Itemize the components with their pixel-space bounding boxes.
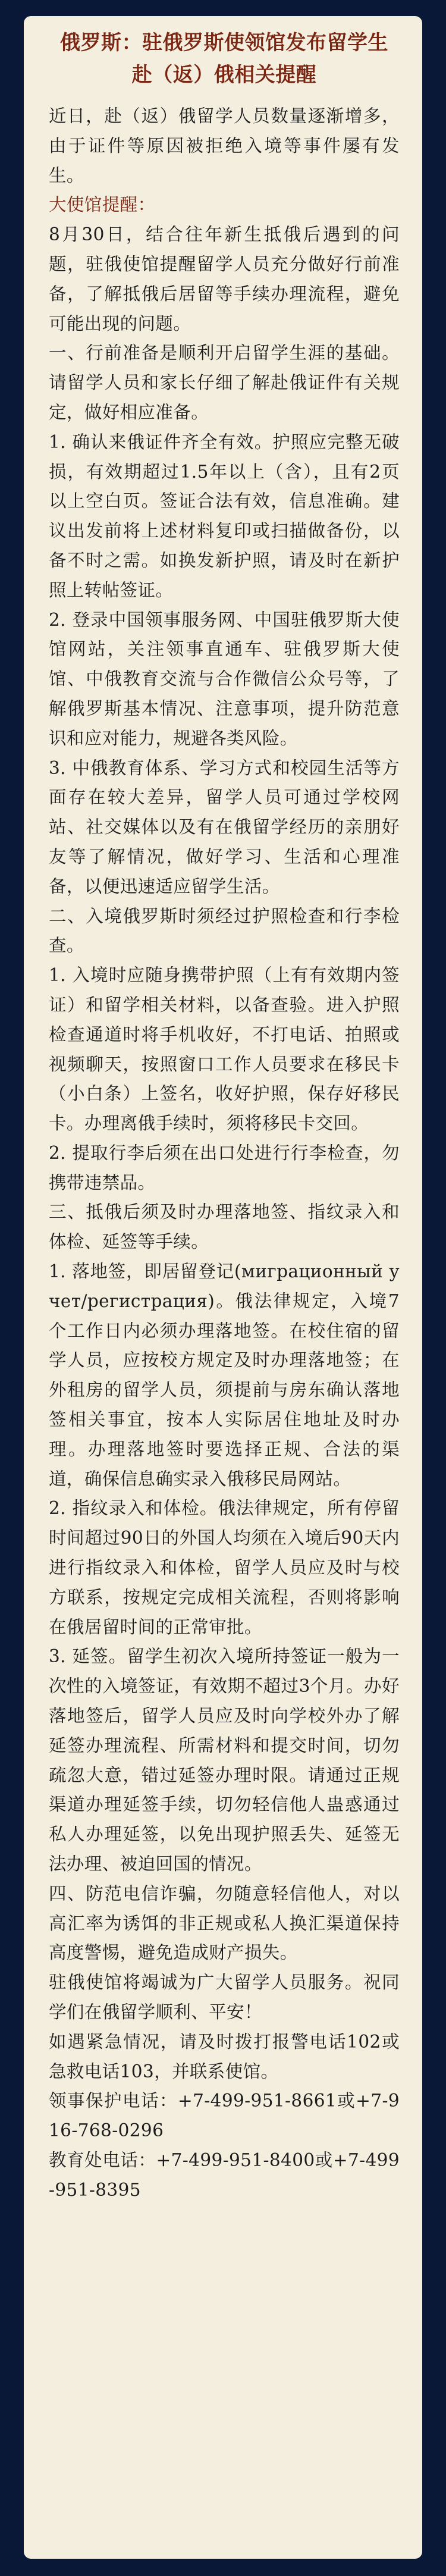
body-paragraph: 1. 入境时应随身携带护照（上有有效期内签证）和留学相关材料，以备查验。进入护照检查通道时将手机收好，不打电话、拍照或视频聊天，按照窗口工作人员要求在移民卡（小白条）上签名，收好护照，保存好移民卡。办理离俄手续时，须将移民卡交回。: [49, 965, 400, 1134]
article-title-line-2: 赴（返）俄相关提醒: [131, 63, 317, 87]
body-paragraph: 3. 延签。留学生初次入境所持签证一般为一次性的入境签证，有效期不超过3个月。办好落地签后，留学人员应及时向学校外办了解延签办理流程、所需材料和提交时间，切勿疏忽大意，错过延签办理时限。请通过正规渠道办理延签手续，切勿轻信他人蛊惑通过私人办理延签，以免出现护照丢失、延签无法办理、被迫回国的情况。: [49, 1646, 400, 1875]
body-paragraph: 如遇紧急情况，请及时拨打报警电话102或急救电话103，并联系使馆。: [49, 2031, 400, 2082]
article-body: [49, 102, 400, 2205]
body-paragraph: 近日，赴（返）俄留学人员数量逐渐增多，由于证件等原因被拒绝入境等事件屡有发生。: [49, 106, 400, 186]
body-paragraph: 1. 确认来俄证件齐全有效。护照应完整无破损，有效期超过1.5年以上（含），且有2页以上空白页。签证合法有效，信息准确。建议出发前将上述材料复印或扫描做备份，以备不时之需。如换发新护照，请及时在新护照上转帖签证。: [49, 431, 400, 600]
body-paragraph: 8月30日，结合往年新生抵俄后遇到的问题，驻俄使馆提醒留学人员充分做好行前准备，了解抵俄后居留等手续办理流程，避免可能出现的问题。: [49, 224, 400, 334]
body-paragraph: 3. 中俄教育体系、学习方式和校园生活等方面存在较大差异，留学人员可通过学校网站、社交媒体以及有在俄留学经历的亲朋好友等了解情况，做好学习、生活和心理准备，以便迅速适应留学生活。: [49, 757, 400, 897]
body-paragraph: 2. 登录中国领事服务网、中国驻俄罗斯大使馆网站，关注领事直通车、驻俄罗斯大使馆、中俄教育交流与合作微信公众号等，了解俄罗斯基本情况、注意事项，提升防范意识和应对能力，规避各类风险。: [49, 609, 400, 748]
article-title: [49, 27, 400, 91]
body-paragraph: 领事保护电话：+7-499-951-8661或+7-916-768-0296: [49, 2091, 400, 2141]
article-card: [24, 16, 422, 2559]
section-subhead: 大使馆提醒：: [49, 195, 156, 215]
body-paragraph: 2. 提取行李后须在出口处进行行李检查，勿携带违禁品。: [49, 1142, 400, 1193]
body-paragraph: 四、防范电信诈骗，勿随意轻信他人，对以高汇率为诱饵的非正规或私人换汇渠道保持高度警惕，避免造成财产损失。: [49, 1883, 400, 1963]
body-paragraph: 三、抵俄后须及时办理落地签、指纹录入和体检、延签等手续。: [49, 1202, 400, 1252]
body-paragraph: 2. 指纹录入和体检。俄法律规定，所有停留时间超过90日的外国人均须在入境后90天内进行指纹录入和体检，留学人员应及时与校方联系，按规定完成相关流程，否则将影响在俄居留时间的正常审批。: [49, 1498, 400, 1637]
body-paragraph: 教育处电话：+7-499-951-8400或+7-499-951-8395: [49, 2149, 400, 2200]
body-paragraph: 一、行前准备是顺利开启留学生涯的基础。请留学人员和家长仔细了解赴俄证件有关规定，做好相应准备。: [49, 343, 400, 422]
article-title-line-1: 俄罗斯：驻俄罗斯使领馆发布留学生: [60, 31, 388, 55]
body-paragraph: 二、入境俄罗斯时须经过护照检查和行李检查。: [49, 905, 400, 956]
body-paragraph: 驻俄使馆将竭诚为广大留学人员服务。祝同学们在俄留学顺利、平安！: [49, 1972, 400, 2022]
body-paragraph: 1. 落地签，即居留登记(миграционный учет/регистрация)。俄法律规定，入境7个工作日内必须办理落地签。在校住宿的留学人员，应按校方规定及时办理落地签；在外租房的留学人员，须提前与房东确认落地签相关事宜，按本人实际居住地址及时办理。办理落地签时要选择正规、合法的渠道，确保信息确实录入俄移民局网站。: [49, 1261, 400, 1489]
